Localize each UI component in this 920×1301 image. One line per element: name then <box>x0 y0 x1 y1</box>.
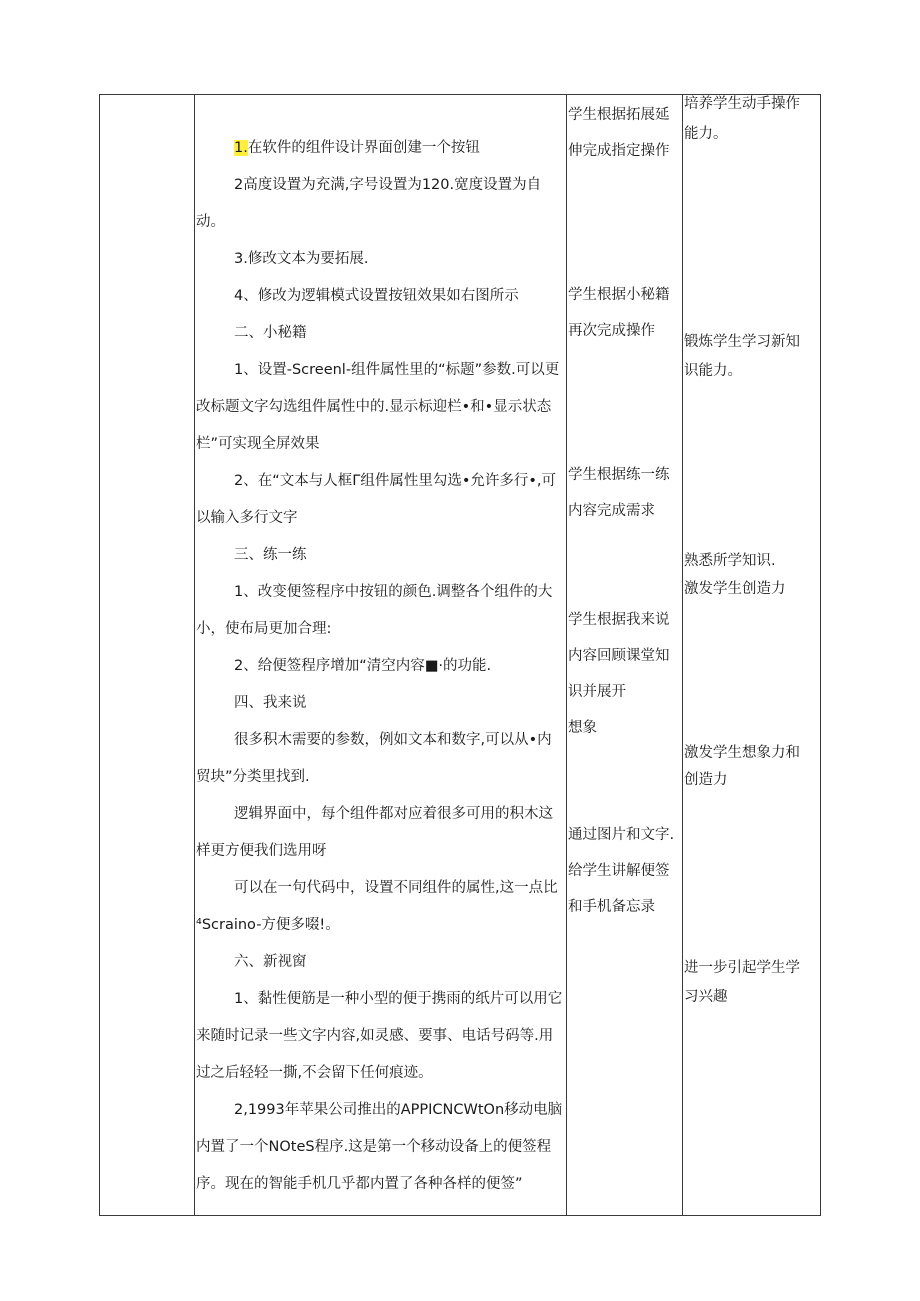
highlight: 1. <box>234 140 248 156</box>
discuss-3: 可以在一句代码中，设置不同组件的属性,这一点比⁴Scraino-方便多啜!。 <box>196 880 558 933</box>
design-purpose-2: 锻炼学生学习新知 识能力。 <box>684 334 800 379</box>
practice-2: 2、给便签程序增加“清空内容■·的功能. <box>234 658 492 674</box>
student-activity-5: 通过图片和文字. 给学生讲解便签 和手机备忘录 <box>568 827 675 915</box>
tip-2: 2、在“文本与人框Γ组件属性里勾选•允许多行•,可以输入多行文字 <box>196 473 557 526</box>
step-3: 3.修改文本为要拓展. <box>234 251 369 267</box>
discuss-2: 逻辑界面中，每个组件都对应着很多可用的积木这样更方便我们选用呀 <box>196 806 553 859</box>
section-heading-tips: 二、小秘籍 <box>234 325 307 341</box>
section-heading-discuss: 四、我来说 <box>234 695 307 711</box>
section-heading-practice: 三、练一练 <box>234 547 307 563</box>
step-2: 2高度设置为充满,字号设置为120.宽度设置为自动。 <box>196 177 542 230</box>
design-purpose-4: 激发学生想象力和 创造力 <box>684 745 800 788</box>
student-activity-2: 学生根据小秘籍 再次完成操作 <box>568 287 670 339</box>
window-2: 2,1993年苹果公司推出的APPICNCWtOn移动电脑内置了一个NOteS程序.这是第一个移动设备上的便签程序。现在的智能手机几乎都内置了各种各样的便签” <box>196 1102 563 1192</box>
practice-1: 1、改变便签程序中按钮的颜色.调整各个组件的大小，使布局更加合理: <box>196 584 553 637</box>
step-1: 1.在软件的组件设计界面创建一个按钮 <box>234 140 480 156</box>
teaching-content-column <box>196 94 566 1203</box>
tip-1: 1、设置-Screenl-组件属性里的“标题”参数.可以更改标题文字勾选组件属性中的.显示标迎栏•和•显示状态栏”可实现全屏效果 <box>196 362 560 452</box>
discuss-1: 很多积木需要的参数，例如文本和数字,可以从•内贸块”分类里找到. <box>196 732 552 785</box>
student-activity-4: 学生根据我来说 内容回顾课堂知 识并展开 想象 <box>568 612 670 736</box>
design-purpose-5: 进一步引起学生学 习兴趣 <box>684 960 800 1005</box>
student-activity-3: 学生根据练一练 内容完成需求 <box>568 467 670 519</box>
column-divider <box>566 94 567 1216</box>
column-divider <box>682 94 683 1216</box>
student-activity-1: 学生根据拓展延 伸完成指定操作 <box>568 107 670 159</box>
section-heading-window: 六、新视窗 <box>234 954 307 970</box>
window-1: 1、黏性便筋是一种小型的便于携雨的纸片可以用它来随时记录一些文字内容,如灵感、要事、电话号码等.用过之后轻轻一撕,不会留下任何痕迹。 <box>196 991 563 1081</box>
design-purpose-1: 培养学生动手操作 能力。 <box>684 96 800 142</box>
column-divider <box>194 94 195 1216</box>
design-purpose-3: 熟悉所学知识. 激发学生创造力 <box>684 553 786 597</box>
step-4: 4、修改为逻辑模式设置按钮效果如右图所示 <box>234 288 519 304</box>
